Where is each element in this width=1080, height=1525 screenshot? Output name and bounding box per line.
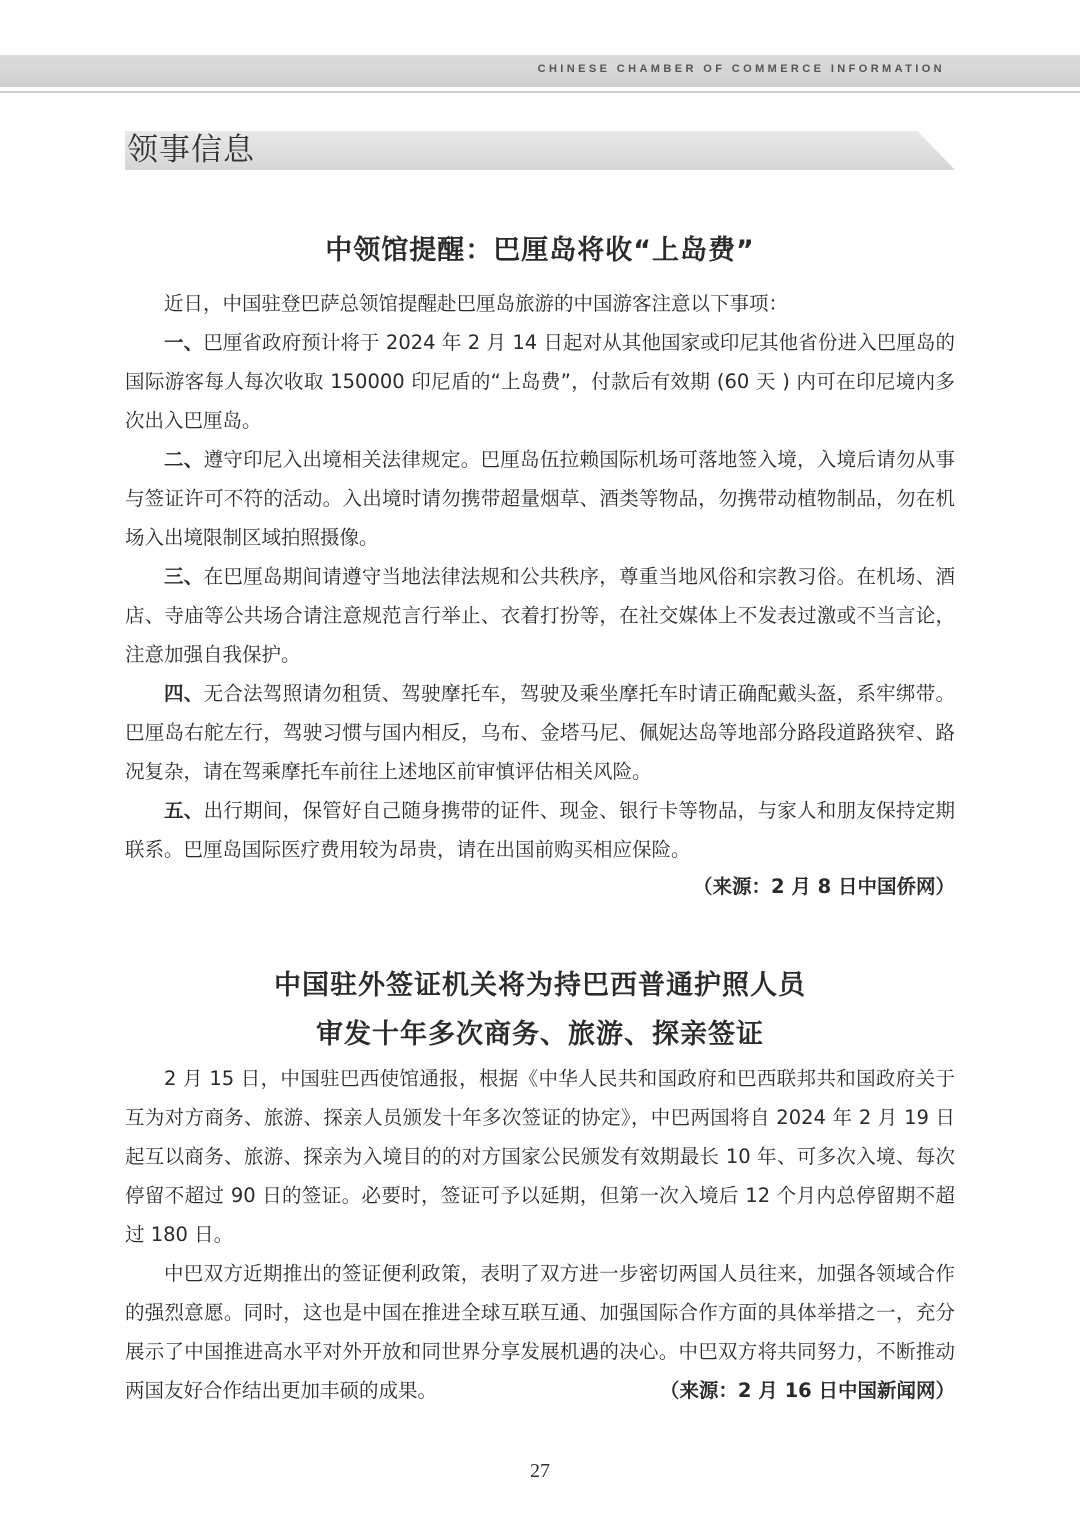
article2-paragraph-1: 2 月 15 日，中国驻巴西使馆通报，根据《中华人民共和国政府和巴西联邦共和国政府关于互为对方商务、旅游、探亲人员颁发十年多次签证的协定》，中巴两国将自 2024 年 2 月 19 日起互以商务、旅游、探亲为入境目的的对方国家公民颁发有效期最长 10 年、可多次入境、每次停留不超过 90 日的签证。必要时，签证可予以延期，但第一次入境后 12 个月内总停留期不超过 180 日。: [125, 1067, 955, 1246]
item-number: 一、: [164, 331, 204, 354]
article1-item-2: [125, 440, 955, 557]
article1-source: （来源：2 月 8 日中国侨网）: [692, 875, 955, 898]
article1-intro: 近日，中国驻登巴萨总领馆提醒赴巴厘岛旅游的中国游客注意以下事项：: [164, 292, 789, 315]
item-number: 三、: [164, 565, 204, 588]
paragraph-text: 中巴双方近期推出的签证便利政策，表明了双方进一步密切两国人员往来，加强各领域合作的强烈意愿。同时，这也是中国在推进全球互联互通、加强国际合作方面的具体举措之一，充分展示了中国推进高水平对外开放和同世界分享发展机遇的决心。中巴双方将共同努力，不断推动两国友好合作结出更加丰硕的成果。: [125, 1262, 955, 1402]
item-number: 四、: [164, 682, 204, 705]
item-text: 巴厘省政府预计将于 2024 年 2 月 14 日起对从其他国家或印尼其他省份进入巴厘岛的国际游客每人每次收取 150000 印尼盾的“上岛费”，付款后有效期 (60 天 ) 内可在印尼境内多次出入巴厘岛。: [125, 331, 955, 432]
article1-item-5: [125, 791, 955, 869]
page-number: 27: [530, 1460, 550, 1482]
item-number: 二、: [164, 448, 204, 471]
item-text: 无合法驾照请勿租赁、驾驶摩托车，驾驶及乘坐摩托车时请正确配戴头盔，系牢绑带。巴厘岛右舵左行，驾驶习惯与国内相反，乌布、金塔马尼、佩妮达岛等地部分路段道路狭窄、路况复杂，请在驾乘摩托车前往上述地区前审慎评估相关风险。: [125, 682, 955, 783]
article2-source: （来源：2 月 16 日中国新闻网）: [659, 1379, 955, 1402]
article1-item-4: [125, 674, 955, 791]
item-text: 出行期间，保管好自己随身携带的证件、现金、银行卡等物品，与家人和朋友保持定期联系。巴厘岛国际医疗费用较为昂贵，请在出国前购买相应保险。: [125, 799, 955, 861]
item-number: 五、: [164, 799, 204, 822]
article2-title-line1: 中国驻外签证机关将为持巴西普通护照人员: [274, 970, 806, 1001]
article2-title-line2: 审发十年多次商务、旅游、探亲签证: [316, 1019, 764, 1050]
publication-name: CHINESE CHAMBER OF COMMERCE INFORMATION: [537, 63, 945, 75]
item-text: 遵守印尼入出境相关法律规定。巴厘岛伍拉赖国际机场可落地签入境，入境后请勿从事与签证许可不符的活动。入出境时请勿携带超量烟草、酒类等物品，勿携带动植物制品，勿在机场入出境限制区域拍照摄像。: [125, 448, 955, 549]
article2-paragraph-2: [125, 1254, 955, 1410]
header-divider: [0, 91, 1080, 93]
article1-title: 中领馆提醒：巴厘岛将收“上岛费”: [325, 235, 755, 266]
article1-item-3: [125, 557, 955, 674]
article1-item-1: [125, 323, 955, 440]
item-text: 在巴厘岛期间请遵守当地法律法规和公共秩序，尊重当地风俗和宗教习俗。在机场、酒店、寺庙等公共场合请注意规范言行举止、衣着打扮等，在社交媒体上不发表过激或不当言论，注意加强自我保护。: [125, 565, 955, 666]
section-title: 领事信息: [127, 132, 255, 168]
